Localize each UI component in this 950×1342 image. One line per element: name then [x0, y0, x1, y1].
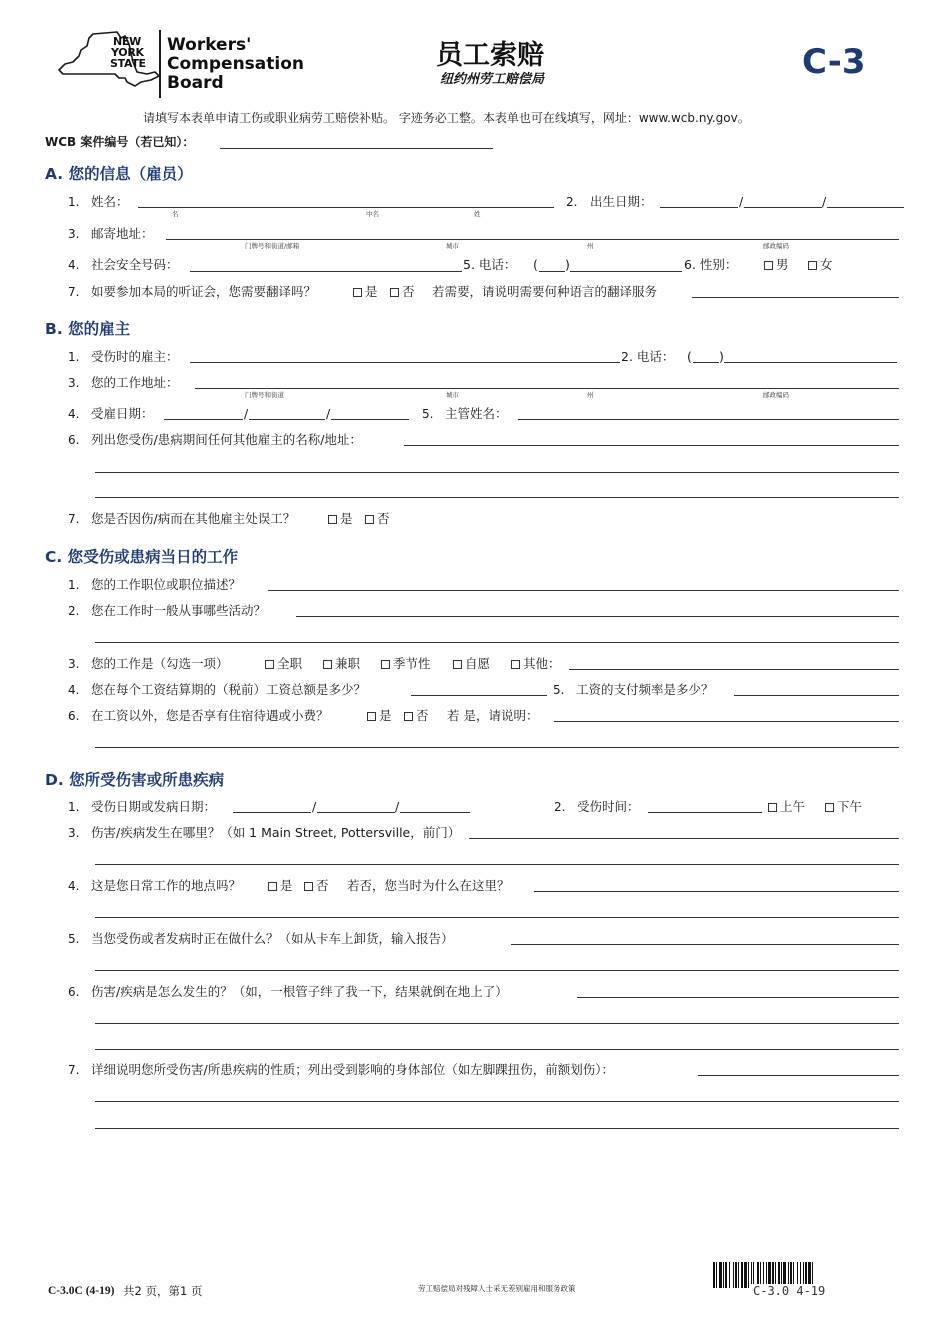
- employer-phone-input[interactable]: [724, 362, 897, 363]
- gender-label: 6. 性别：: [684, 257, 738, 272]
- phone-paren: (: [687, 349, 692, 364]
- name-label: 姓名：: [91, 194, 129, 209]
- birth-date-label: 出生日期：: [590, 194, 653, 209]
- checkbox[interactable]: [808, 261, 817, 270]
- checkbox[interactable]: [404, 712, 413, 721]
- injury-date-label: 受伤日期或发病日期：: [91, 799, 217, 814]
- checkbox[interactable]: [453, 660, 462, 669]
- question-number: 7.: [68, 1063, 80, 1077]
- hire-date-label: 受雇日期：: [91, 406, 154, 421]
- checkbox-label: 上午: [780, 799, 806, 814]
- agency-name-line: Compensation: [167, 54, 304, 74]
- phone-area-input[interactable]: [539, 271, 565, 272]
- injury-nature-input[interactable]: [698, 1075, 899, 1076]
- checkbox[interactable]: [353, 288, 362, 297]
- middle-name-caption: 中名: [366, 210, 379, 218]
- injury-time-pm-option[interactable]: [825, 799, 862, 815]
- translator-question: 如要参加本局的听证会，您需要翻译吗？: [91, 284, 317, 299]
- activity-at-injury-label: 当您受伤或者发病时正在做什么？（如从卡车上卸货，输入报告）: [91, 931, 454, 946]
- date-slash: /: [739, 194, 744, 209]
- lodging-tips-explain-input[interactable]: [554, 721, 899, 722]
- checkbox-label: 是: [379, 708, 392, 723]
- lodging-tips-no-option[interactable]: [404, 708, 429, 724]
- injury-nature-label: 详细说明您所受伤害/所患疾病的性质；列出受到影响的身体部位（如左脚踝扭伤，前额划伤）：: [91, 1062, 614, 1077]
- mailing-address-input[interactable]: [166, 239, 899, 240]
- translator-language-input[interactable]: [692, 297, 899, 298]
- hire-month-input[interactable]: [164, 419, 243, 420]
- checkbox-label: 兼职: [335, 656, 361, 671]
- question-number: 3.: [68, 826, 80, 840]
- logo-divider: [159, 30, 161, 98]
- state-logo-line: STATE: [110, 57, 146, 70]
- why-there-input[interactable]: [534, 891, 899, 892]
- work-activities-input[interactable]: [296, 616, 899, 617]
- instructions: 请填写本表单申请工伤或职业病劳工赔偿补贴。 字迹务必工整。本表单也可在线填写，网址：www.wcb.ny.gov。: [143, 111, 750, 125]
- checkbox[interactable]: [265, 660, 274, 669]
- how-injury-happened-input-line[interactable]: [95, 1023, 899, 1024]
- checkbox[interactable]: [365, 515, 374, 524]
- injury-month-input[interactable]: [233, 812, 311, 813]
- employer-phone-area-input[interactable]: [693, 362, 719, 363]
- barcode-text: C-3.0 4-19: [753, 1284, 826, 1298]
- other-employers-input-line[interactable]: [95, 497, 899, 498]
- street-caption: 门牌号和街道/邮箱: [245, 242, 300, 250]
- checkbox[interactable]: [367, 712, 376, 721]
- question-number: 5.: [553, 683, 565, 697]
- name-input[interactable]: [138, 207, 554, 208]
- question-number: 2.: [554, 800, 566, 814]
- question-number: 4.: [68, 683, 80, 697]
- checkbox[interactable]: [268, 882, 277, 891]
- work-address-input[interactable]: [195, 388, 899, 389]
- question-number: 1.: [68, 578, 80, 592]
- lost-time-question: 您是否因伤/病而在其他雇主处误工？: [91, 511, 296, 526]
- form-version: C-3.0C (4-19): [48, 1285, 115, 1297]
- job-type-volunteer-option[interactable]: [453, 656, 490, 672]
- other-employers-input[interactable]: [404, 445, 899, 446]
- checkbox[interactable]: [511, 660, 520, 669]
- checkbox-label: 其他：: [523, 656, 561, 671]
- phone-paren: ): [565, 257, 570, 272]
- state-caption: 州: [587, 391, 594, 399]
- question-number: 7.: [68, 285, 80, 299]
- why-there-label: 若否，您当时为什么在这里？: [347, 878, 510, 893]
- phone-input[interactable]: [570, 271, 682, 272]
- state-logo-line: YORK: [111, 46, 144, 59]
- section-c-title: C. 您受伤或患病当日的工作: [45, 548, 239, 566]
- street-caption: 门牌号和街道: [245, 391, 284, 399]
- question-number: 5.: [422, 407, 434, 421]
- checkbox-label: 季节性: [393, 656, 431, 671]
- job-type-other-option[interactable]: [511, 656, 561, 672]
- question-number: 4.: [68, 879, 80, 893]
- state-logo-line: NEW: [113, 35, 141, 48]
- checkbox[interactable]: [328, 515, 337, 524]
- city-caption: 城市: [446, 391, 459, 399]
- job-type-seasonal-option[interactable]: [381, 656, 431, 672]
- checkbox-label: 否: [377, 511, 390, 526]
- why-there-input-line[interactable]: [95, 917, 899, 918]
- injury-time-am-option[interactable]: [768, 799, 805, 815]
- employer-input[interactable]: [190, 362, 620, 363]
- pay-frequency-input[interactable]: [734, 695, 899, 696]
- form-title: 员工索赔: [436, 40, 544, 71]
- gender-male-option[interactable]: [764, 257, 789, 273]
- checkbox-label: 是: [365, 284, 378, 299]
- agency-name-line: Board: [167, 73, 224, 93]
- usual-workplace-no-option[interactable]: [304, 878, 329, 894]
- birth-month-input[interactable]: [660, 207, 738, 208]
- lost-time-yes-option[interactable]: [328, 511, 353, 527]
- job-type-other-input[interactable]: [569, 669, 899, 670]
- checkbox-label: 男: [776, 257, 789, 272]
- date-slash: /: [395, 799, 400, 814]
- work-activities-label: 您在工作时一般从事哪些活动？: [91, 603, 267, 618]
- checkbox[interactable]: [825, 803, 834, 812]
- job-type-parttime-option[interactable]: [323, 656, 360, 672]
- question-number: 1.: [68, 800, 80, 814]
- mailing-address-label: 邮寄地址：: [91, 226, 154, 241]
- how-injury-happened-input-line[interactable]: [95, 1049, 899, 1050]
- work-address-label: 您的工作地址：: [91, 375, 179, 390]
- date-slash: /: [244, 406, 249, 421]
- employer-label: 受伤时的雇主：: [91, 349, 179, 364]
- wcb-case-label: WCB 案件编号（若已知）：: [45, 135, 195, 149]
- checkbox-label: 全职: [277, 656, 303, 671]
- section-a-title: A. 您的信息（雇员）: [45, 165, 193, 183]
- translator-no-option[interactable]: [390, 284, 415, 300]
- usual-workplace-yes-option[interactable]: [268, 878, 293, 894]
- birth-day-input[interactable]: [744, 207, 822, 208]
- section-b-title: B. 您的雇主: [45, 320, 131, 338]
- lodging-tips-question: 在工资以外，您是否享有住宿待遇或小费？: [91, 708, 329, 723]
- injury-year-input[interactable]: [400, 812, 470, 813]
- form-subtitle: 纽约州劳工赔偿局: [440, 72, 545, 87]
- translator-yes-option[interactable]: [353, 284, 378, 300]
- checkbox-label: 自愿: [465, 656, 491, 671]
- question-number: 2.: [566, 195, 578, 209]
- job-type-fulltime-option[interactable]: [265, 656, 302, 672]
- barcode: [713, 1262, 903, 1300]
- question-number: 6.: [68, 985, 80, 999]
- agency-name: [167, 36, 304, 93]
- question-number: 7.: [68, 512, 80, 526]
- section-d-title: D. 您所受伤害或所患疾病: [45, 771, 225, 789]
- pay-frequency-label: 工资的支付频率是多少？: [576, 682, 714, 697]
- gross-wage-input[interactable]: [411, 695, 547, 696]
- question-number: 2.: [68, 604, 80, 618]
- last-name-caption: 姓: [474, 210, 481, 218]
- question-number: 1.: [68, 350, 80, 364]
- work-activities-input-line[interactable]: [95, 642, 899, 643]
- lost-time-no-option[interactable]: [365, 511, 390, 527]
- supervisor-label: 主管姓名：: [445, 406, 508, 421]
- non-discrimination-policy: 劳工赔偿局对残障人士采无差别雇用和服务政策: [418, 1284, 576, 1293]
- question-number: 4.: [68, 258, 80, 272]
- other-employers-label: 列出您受伤/患病期间任何其他雇主的名称/地址：: [91, 432, 362, 447]
- gross-wage-label: 您在每个工资结算期的（税前）工资总额是多少？: [91, 682, 367, 697]
- supervisor-input[interactable]: [518, 419, 899, 420]
- phone-label: 5. 电话：: [463, 257, 517, 272]
- checkbox-label: 下午: [837, 799, 863, 814]
- translator-language-label: 若需要，请说明需要何种语言的翻译服务: [432, 284, 658, 299]
- job-title-input[interactable]: [268, 590, 899, 591]
- question-number: 5.: [68, 932, 80, 946]
- injury-location-input[interactable]: [469, 838, 899, 839]
- injury-location-label: 伤害/疾病发生在哪里？（如 1 Main Street, Pottersville，前门）: [91, 825, 461, 840]
- first-name-caption: 名: [172, 210, 179, 218]
- city-caption: 城市: [446, 242, 459, 250]
- checkbox-label: 是: [340, 511, 353, 526]
- lodging-tips-yes-option[interactable]: [367, 708, 392, 724]
- checkbox-label: 否: [402, 284, 415, 299]
- injury-nature-input-line[interactable]: [95, 1101, 899, 1102]
- checkbox[interactable]: [390, 288, 399, 297]
- question-number: 1.: [68, 195, 80, 209]
- hire-year-input[interactable]: [331, 419, 409, 420]
- date-slash: /: [326, 406, 331, 421]
- wcb-case-input[interactable]: [220, 148, 493, 149]
- state-logo-text: [111, 36, 146, 69]
- checkbox-label: 是: [280, 878, 293, 893]
- page-info: 共2 页，第1 页: [123, 1284, 203, 1298]
- how-injury-happened-input[interactable]: [577, 997, 899, 998]
- checkbox[interactable]: [764, 261, 773, 270]
- question-number: 3.: [68, 376, 80, 390]
- other-employers-input-line[interactable]: [95, 472, 899, 473]
- state-caption: 州: [587, 242, 594, 250]
- injury-location-input-line[interactable]: [95, 864, 899, 865]
- ssn-input[interactable]: [190, 271, 462, 272]
- injury-nature-input-line[interactable]: [95, 1128, 899, 1129]
- form-code: C-3: [802, 42, 866, 82]
- job-title-label: 您的工作职位或职位描述？: [91, 577, 242, 592]
- checkbox[interactable]: [304, 882, 313, 891]
- question-number: 6.: [68, 433, 80, 447]
- injury-time-input[interactable]: [648, 812, 762, 813]
- ssn-label: 社会安全号码：: [91, 257, 179, 272]
- job-type-label: 您的工作是（勾选一项）: [91, 656, 229, 671]
- employer-phone-label: 2. 电话：: [621, 349, 675, 364]
- zip-caption: 邮政编码: [763, 242, 789, 250]
- question-number: 6.: [68, 709, 80, 723]
- checkbox-label: 女: [820, 257, 833, 272]
- date-slash: /: [312, 799, 317, 814]
- question-number: 3.: [68, 227, 80, 241]
- question-number: 3.: [68, 657, 80, 671]
- hire-day-input[interactable]: [249, 419, 325, 420]
- birth-year-input[interactable]: [827, 207, 904, 208]
- zip-caption: 邮政编码: [763, 391, 789, 399]
- checkbox-label: 否: [416, 708, 429, 723]
- activity-at-injury-input[interactable]: [511, 944, 899, 945]
- activity-at-injury-input-line[interactable]: [95, 970, 899, 971]
- checkbox[interactable]: [323, 660, 332, 669]
- phone-paren: ): [719, 349, 724, 364]
- lodging-tips-explain-input-line[interactable]: [95, 747, 899, 748]
- agency-logo: [55, 28, 304, 100]
- phone-paren: (: [533, 257, 538, 272]
- date-slash: /: [822, 194, 827, 209]
- checkbox-label: 否: [316, 878, 329, 893]
- agency-name-line: Workers': [167, 35, 252, 55]
- lodging-tips-explain-label: 若 是，请说明：: [447, 708, 539, 723]
- checkbox[interactable]: [768, 803, 777, 812]
- gender-female-option[interactable]: [808, 257, 833, 273]
- question-number: 4.: [68, 407, 80, 421]
- checkbox[interactable]: [381, 660, 390, 669]
- how-injury-happened-label: 伤害/疾病是怎么发生的？（如，一根管子绊了我一下，结果就倒在地上了）: [91, 984, 508, 999]
- injury-day-input[interactable]: [317, 812, 395, 813]
- usual-workplace-question: 这是您日常工作的地点吗？: [91, 878, 242, 893]
- injury-time-label: 受伤时间：: [577, 799, 640, 814]
